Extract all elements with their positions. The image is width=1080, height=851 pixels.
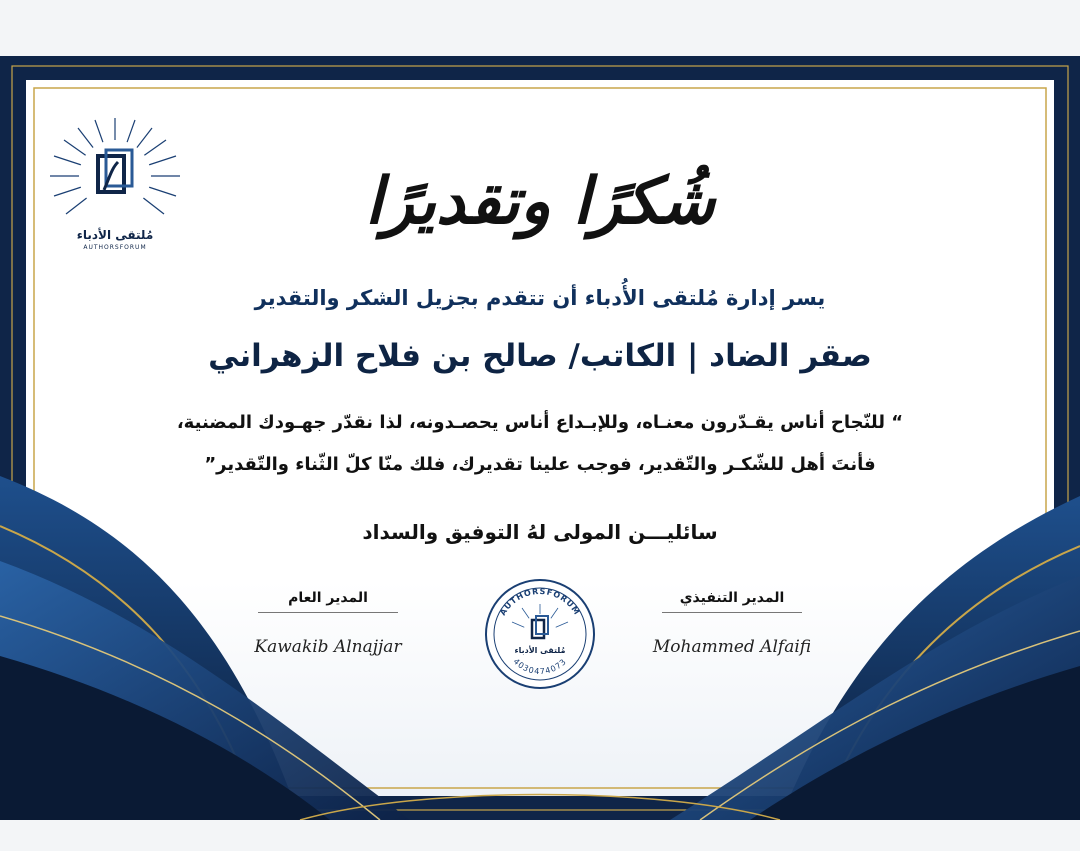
seal-icon — [484, 578, 596, 690]
general-manager-title: المدير العام — [288, 590, 368, 606]
recipient-name: صقر الضاد | الكاتب/ صالح بن فلاح الزهراني — [208, 338, 872, 374]
executive-manager-signature — [632, 590, 832, 657]
closing-wish: سائليـــن المولى لهُ التوفيق والسداد — [362, 520, 718, 544]
executive-manager-title: المدير التنفيذي — [679, 590, 785, 606]
quote-line-1: “ للنّجاح أناس يقـدّرون معنـاه، وللإبـداع أناس يحصـدونه، لذا نقدّر جهـودك المضنية، — [176, 412, 904, 433]
logo-english-text: AUTHORSFORUM — [83, 244, 147, 251]
signature-line — [258, 612, 398, 613]
general-manager-signature — [228, 590, 428, 657]
certificate-intro: يسر إدارة مُلتقى الأُدباء أن تتقدم بجزيل الشكر والتقدير — [254, 286, 826, 310]
quote-line-2: فأنتَ أهل للشّكـر والتّقدير، فوجب علينا تقديرك، فلك منّا كلّ الثّناء والتّقدير” — [204, 454, 876, 475]
general-manager-name: Kawakib Alnajjar — [254, 637, 402, 657]
seal-ring-bottom: 4030474073 — [511, 656, 569, 677]
certificate — [0, 56, 1080, 820]
seal-ring-top: AUTHORSFORUM — [498, 586, 582, 618]
seal-arabic-text: مُلتقى الأدباء — [514, 646, 566, 655]
official-seal — [484, 578, 596, 690]
certificate-title: شُكرًا وتقديرًا — [365, 164, 715, 239]
signature-line — [662, 612, 802, 613]
executive-manager-name: Mohammed Alfaifi — [652, 637, 812, 657]
logo-arabic-text: مُلتقى الأدباء — [76, 228, 154, 242]
